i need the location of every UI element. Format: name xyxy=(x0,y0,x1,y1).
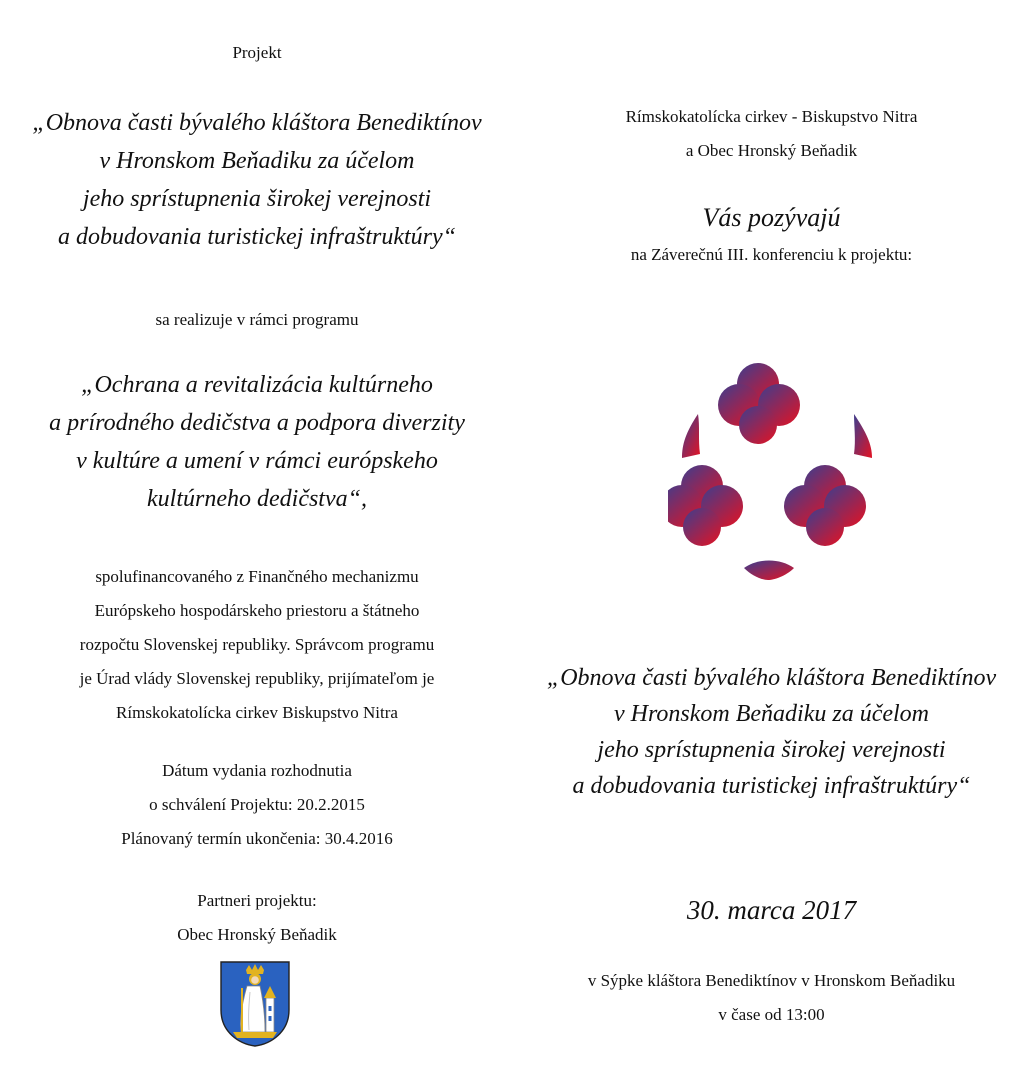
project-title-line: a dobudovania turistickej infraštruktúry“ xyxy=(58,224,456,250)
organizer-line: Rímskokatolícka cirkev - Biskupstvo Nitra xyxy=(625,107,918,126)
project-title-line: v Hronskom Beňadiku za účelom xyxy=(99,148,415,174)
trefoil-clover-logo-icon xyxy=(668,362,880,586)
funding-line: je Úrad vlády Slovenskej republiky, prijímateľom je xyxy=(79,669,435,688)
event-title-line: a dobudovania turistickej infraštruktúry“ xyxy=(572,773,971,799)
coat-of-arms-icon xyxy=(219,960,291,1048)
funding-line: spolufinancovaného z Finančného mechanizmu xyxy=(95,567,419,586)
event-title-line: jeho sprístupnenia širokej verejnosti xyxy=(597,737,946,763)
partner-name: Obec Hronský Beňadik xyxy=(177,925,337,944)
event-title-line: v Hronskom Beňadiku za účelom xyxy=(613,701,930,727)
event-project-title xyxy=(514,660,1029,804)
project-dates xyxy=(0,754,514,856)
program-title-line: v kultúre a umení v rámci európskeho xyxy=(76,448,438,474)
date-line: Plánovaný termín ukončenia: 30.4.2016 xyxy=(121,829,393,848)
venue-line: v Sýpke kláštora Benediktínov v Hronskom Beňadiku xyxy=(587,971,956,990)
event-venue xyxy=(514,964,1029,1032)
program-title-line: a prírodného dedičstva a podpora diverzity xyxy=(49,410,465,436)
program-title-line: kultúrneho dedičstva“, xyxy=(147,486,367,512)
invite-heading: Vás pozývajú xyxy=(702,203,841,232)
program-intro: sa realizuje v rámci programu xyxy=(155,310,359,329)
project-title-line: jeho sprístupnenia širokej verejnosti xyxy=(82,186,432,212)
event-date: 30. marca 2017 xyxy=(686,895,857,925)
partners-label: Partneri projektu: xyxy=(197,891,317,910)
funding-line: rozpočtu Slovenskej republiky. Správcom programu xyxy=(79,635,435,654)
program-title-line: „Ochrana a revitalizácia kultúrneho xyxy=(81,372,433,398)
right-panel xyxy=(514,0,1029,1080)
date-line: o schválení Projektu: 20.2.2015 xyxy=(149,795,365,814)
event-title-line: „Obnova časti bývalého kláštora Benediktínov xyxy=(546,665,997,691)
organizers xyxy=(514,100,1029,168)
project-heading: Projekt xyxy=(232,43,282,62)
event-time: v čase od 13:00 xyxy=(718,1005,825,1024)
left-panel xyxy=(0,0,514,1080)
project-title-line: „Obnova časti bývalého kláštora Benediktínov xyxy=(32,110,482,136)
project-title xyxy=(0,104,514,256)
funding-line: Európskeho hospodárskeho priestoru a štátneho xyxy=(94,601,420,620)
funding-line: Rímskokatolícka cirkev Biskupstvo Nitra xyxy=(116,703,398,722)
funding-text xyxy=(0,560,514,730)
invite-subtitle: na Záverečnú III. konferenciu k projektu: xyxy=(630,245,913,264)
partners xyxy=(0,884,514,952)
date-line: Dátum vydania rozhodnutia xyxy=(162,761,352,780)
organizer-line: a Obec Hronský Beňadik xyxy=(685,141,858,160)
program-title xyxy=(0,366,514,518)
